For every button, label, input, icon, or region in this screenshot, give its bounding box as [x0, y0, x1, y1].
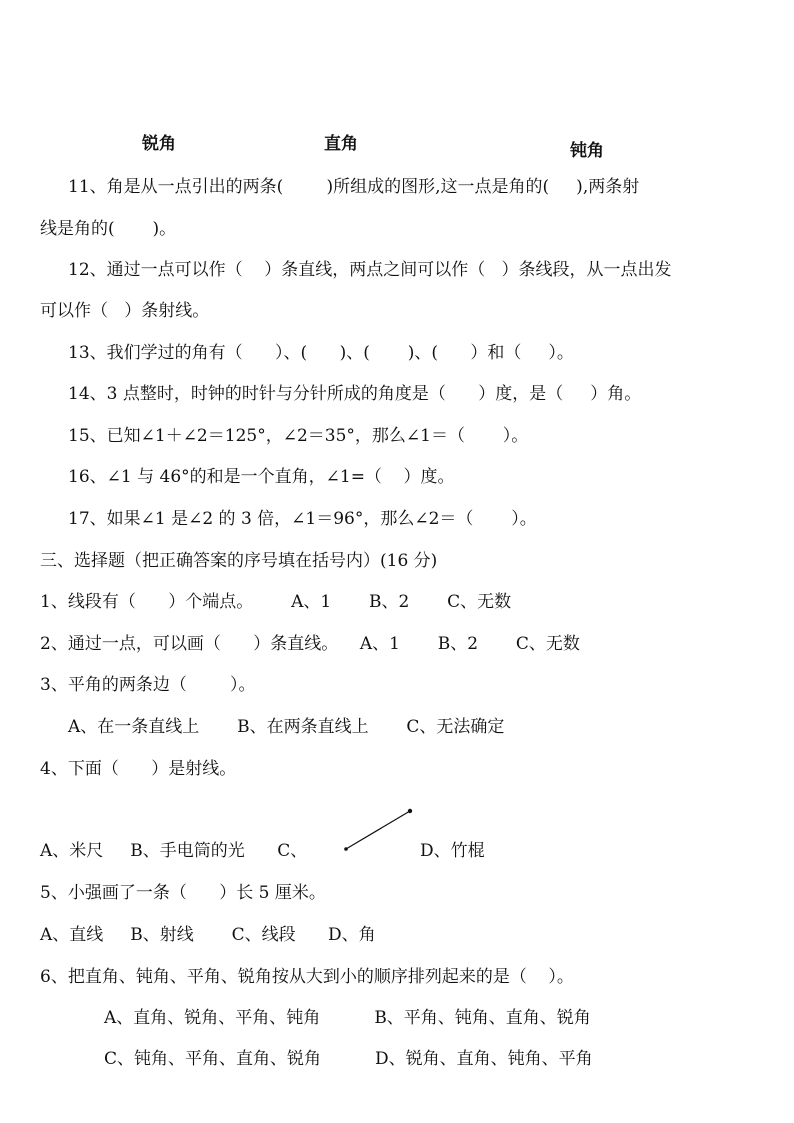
choice-question-6: 6、把直角、钝角、平角、锐角按从大到小的顺序排列起来的是（ ）。 [40, 967, 574, 987]
question-16: 16、∠1 与 46°的和是一个直角，∠1=（ ）度。 [68, 467, 455, 487]
question-17: 17、如果∠1 是∠2 的 3 倍，∠1＝96°，那么∠2＝（ ）。 [68, 509, 537, 529]
question-12-line-2: 可以作（ ）条射线。 [40, 301, 210, 321]
question-11-line-1: 11、角是从一点引出的两条( )所组成的图形,这一点是角的( ),两条射 [68, 177, 640, 197]
ray-point [408, 809, 412, 813]
choice-question-4-options: A、米尺 B、手电筒的光 C、 [40, 841, 308, 861]
choice-question-1: 1、线段有（ ）个端点。 A、1 B、2 C、无数 [40, 592, 512, 612]
choice-question-2: 2、通过一点，可以画（ ）条直线。 A、1 B、2 C、无数 [40, 634, 580, 654]
choice-question-6-options-cd: C、钝角、平角、直角、锐角 D、锐角、直角、钝角、平角 [104, 1049, 593, 1069]
ray-figure [338, 803, 418, 855]
choice-question-3: 3、平角的两条边（ ）。 [40, 675, 256, 695]
question-11-line-2: 线是角的( )。 [40, 219, 177, 239]
choice-question-4: 4、下面（ ）是射线。 [40, 759, 237, 779]
choice-question-3-options: A、在一条直线上 B、在两条直线上 C、无法确定 [68, 717, 505, 737]
question-12-line-1: 12、通过一点可以作（ ）条直线，两点之间可以作（ ）条线段，从一点出发 [68, 260, 672, 280]
section-3-heading: 三、选择题（把正确答案的序号填在括号内）(16 分) [40, 551, 438, 571]
ray-line [346, 811, 410, 849]
choice-question-4-option-d: D、竹棍 [420, 841, 485, 861]
choice-question-5-options: A、直线 B、射线 C、线段 D、角 [40, 925, 376, 945]
ray-endpoint [344, 847, 348, 851]
label-obtuse-angle: 钝角 [570, 141, 604, 161]
choice-question-6-options-ab: A、直角、锐角、平角、钝角 B、平角、钝角、直角、锐角 [104, 1008, 591, 1028]
label-right-angle: 直角 [324, 134, 358, 154]
question-13: 13、我们学过的角有（ ）、( )、( )、( ）和（ ）。 [68, 343, 574, 363]
question-15: 15、已知∠1＋∠2＝125°，∠2＝35°，那么∠1＝（ ）。 [68, 426, 529, 446]
choice-question-5: 5、小强画了一条（ ）长 5 厘米。 [40, 883, 326, 903]
label-acute-angle: 锐角 [142, 134, 176, 154]
question-14: 14、3 点整时，时钟的时针与分针所成的角度是（ ）度，是（ ）角。 [68, 384, 642, 404]
